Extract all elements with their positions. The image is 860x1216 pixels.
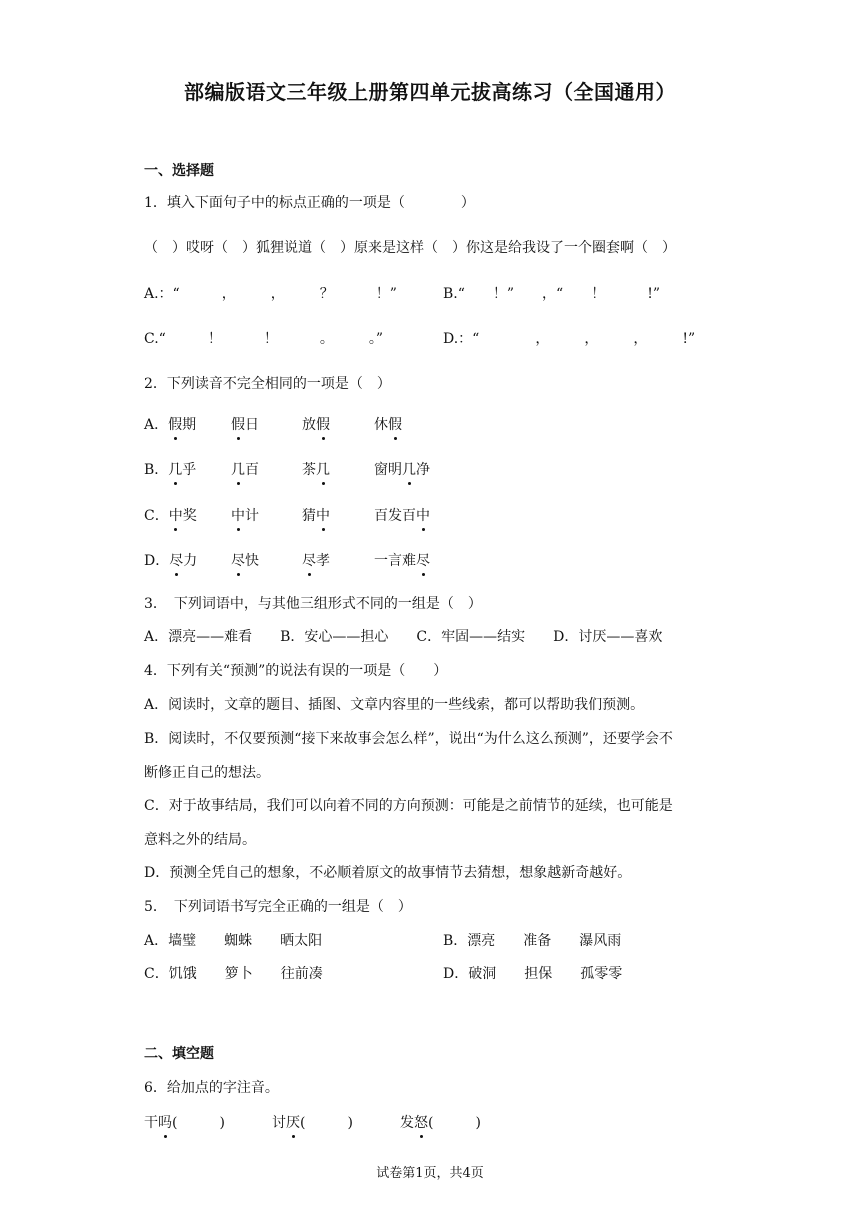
section-heading-choice: 一、选择题 <box>144 163 214 179</box>
plain-char: 讨 <box>272 1115 286 1131</box>
question-2-option-a <box>144 414 402 434</box>
question-2-stem: 2．下列读音不完全相同的一项是（ ） <box>144 376 391 392</box>
question-4-option-d: D．预测全凭自己的想象，不必顺着原文的故事情节去猜想，想象越新奇越好。 <box>144 865 632 881</box>
plain-char: 快 <box>245 553 259 569</box>
dotted-char: 尽 <box>169 550 183 570</box>
question-1-option-b: B.“ ！” ，“ ！ !” <box>443 286 660 302</box>
question-1-sentence: （ ）哎呀（ ）狐狸说道（ ）原来是这样（ ）你这是给我设了一个圈套啊（ ） <box>144 240 676 256</box>
question-6-stem: 6．给加点的字注音。 <box>144 1080 279 1096</box>
dotted-char: 尽 <box>302 550 316 570</box>
dotted-char: 尽 <box>416 550 430 570</box>
plain-char: 百发百 <box>374 508 416 524</box>
dotted-char: 尽 <box>231 550 245 570</box>
section-heading-fill: 二、填空题 <box>144 1046 214 1062</box>
question-4-option-c-line2: 意料之外的结局。 <box>144 832 256 848</box>
plain-char: 奖 <box>182 508 197 524</box>
plain-char: 干 <box>144 1115 158 1131</box>
dotted-char: 假 <box>388 414 402 434</box>
dotted-char: 中 <box>416 505 430 525</box>
question-1-option-c: C.“ ！ ！ 。 。” <box>144 331 383 347</box>
question-4-option-a: A．阅读时，文章的题目、插图、文章内容里的一些线索，都可以帮助我们预测。 <box>144 697 645 713</box>
plain-char: 发 <box>400 1115 414 1131</box>
dotted-char: 几 <box>316 459 330 479</box>
question-1-option-a: A.：“ ， ， ？ ！” <box>144 286 397 302</box>
dotted-char: 中 <box>169 505 183 525</box>
question-5-option-c: C．饥饿 箩卜 往前凑 <box>144 966 323 982</box>
dotted-char: 几 <box>168 459 182 479</box>
dotted-char: 假 <box>231 414 245 434</box>
question-4-option-b-line1: B．阅读时，不仅要预测“接下来故事会怎么样”，说出“为什么这么预测”，还要学会不 <box>144 731 673 747</box>
plain-char: 日 <box>245 417 259 433</box>
question-5-option-b: B．漂亮 准备 瀑风雨 <box>443 933 622 949</box>
question-4-option-c-line1: C．对于故事结局，我们可以向着不同的方向预测：可能是之前情节的延续，也可能是 <box>144 798 673 814</box>
question-5-stem: 5． 下列词语书写完全正确的一组是（ ） <box>144 899 412 915</box>
question-1-stem: 1．填入下面句子中的标点正确的一项是（ ） <box>144 195 475 211</box>
plain-char: 一言难 <box>374 553 416 569</box>
dotted-char: 几 <box>231 459 245 479</box>
question-4-stem: 4．下列有关“预测”的说法有误的一项是（ ） <box>144 663 448 679</box>
dotted-char: 中 <box>231 505 245 525</box>
plain-char: 休 <box>374 417 388 433</box>
plain-char: 乎 <box>182 462 197 478</box>
plain-char: 力 <box>183 553 198 569</box>
question-1-option-d: D.：“ ， ， ， !” <box>443 331 696 347</box>
question-2-option-b <box>144 459 430 479</box>
plain-char: 猜 <box>302 508 316 524</box>
answer-blank[interactable]: ( ) <box>428 1115 481 1131</box>
page-footer: 试卷第1页，共4页 <box>376 1166 484 1181</box>
dotted-char: 怒 <box>414 1112 428 1132</box>
option-label: A． <box>144 417 169 433</box>
question-4-option-b-line2: 断修正自己的想法。 <box>144 765 270 781</box>
dotted-char: 厌 <box>286 1112 300 1132</box>
dotted-char: 几 <box>402 459 416 479</box>
plain-char: 孝 <box>316 553 330 569</box>
question-3-stem: 3． 下列词语中，与其他三组形式不同的一组是（ ） <box>144 596 482 612</box>
document-title: 部编版语文三年级上册第四单元拔高练习（全国通用） <box>184 80 676 104</box>
option-label: C． <box>144 508 169 524</box>
plain-char: 净 <box>416 462 430 478</box>
option-label: D． <box>144 553 170 569</box>
question-2-option-c <box>144 505 430 525</box>
dotted-char: 假 <box>168 414 182 434</box>
question-2-option-d <box>144 550 430 570</box>
plain-char: 期 <box>182 417 197 433</box>
question-5-option-d: D．破洞 担保 孤零零 <box>443 966 623 982</box>
plain-char: 窗明 <box>374 462 402 478</box>
plain-char: 百 <box>245 462 259 478</box>
answer-blank[interactable]: ( ) <box>172 1115 225 1131</box>
dotted-char: 中 <box>316 505 330 525</box>
plain-char: 计 <box>245 508 259 524</box>
plain-char: 放 <box>302 417 316 433</box>
dotted-char: 假 <box>316 414 330 434</box>
question-5-option-a: A．墙璧 蜘蛛 晒太阳 <box>144 933 323 949</box>
question-3-options: A．漂亮——难看 B．安心——担心 C．牢固——结实 D．讨厌——喜欢 <box>144 629 663 645</box>
answer-blank[interactable]: ( ) <box>300 1115 353 1131</box>
plain-char: 茶 <box>302 462 316 478</box>
dotted-char: 吗 <box>158 1112 172 1132</box>
option-label: B． <box>144 462 169 478</box>
